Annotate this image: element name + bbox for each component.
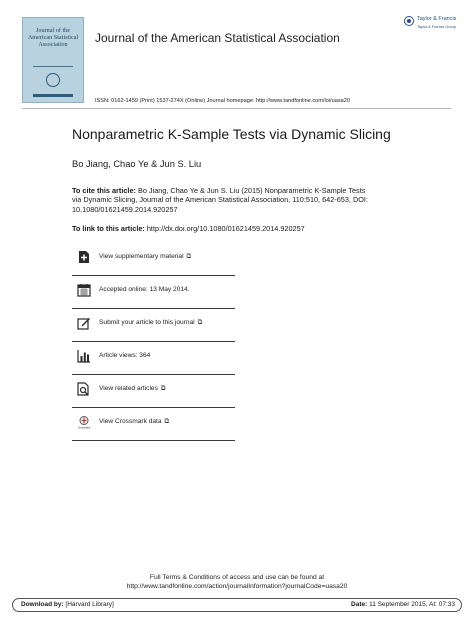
terms-link[interactable]: http://www.tandfonline.com/action/journalInformation?journalCode=uasa20 — [126, 582, 348, 590]
article-link-label: To link to this article: — [72, 224, 145, 233]
submit-article-link[interactable] — [72, 309, 235, 342]
article-authors: Bo Jiang, Chao Ye & Jun S. Liu — [72, 159, 202, 169]
action-label: Submit your article to this journal ⧉ — [99, 319, 203, 326]
view-crossmark-data-link[interactable] — [72, 408, 235, 441]
action-label: View Crossmark data ⧉ — [99, 418, 170, 425]
action-label: Accepted online: 13 May 2014. — [99, 286, 190, 293]
header-divider — [22, 108, 451, 109]
document-search-icon — [77, 382, 91, 396]
publisher-logo — [404, 14, 466, 34]
view-supplementary-material-link[interactable] — [72, 243, 235, 276]
cover-bar — [33, 94, 73, 97]
external-link-icon: ⧉ — [160, 385, 166, 392]
download-date-label: Date: — [351, 601, 368, 608]
journal-issn-homepage[interactable]: ISSN: 0162-1459 (Print) 1537-274X (Online) Journal homepage: http://www.tandfonline.com/loi/uasa20 — [95, 98, 350, 104]
journal-name[interactable]: Journal of the American Statistical Association — [95, 31, 340, 45]
calendar-icon — [77, 283, 91, 297]
crossmark-icon — [77, 415, 91, 429]
downloaded-by-value: [Harvard Library] — [65, 601, 114, 608]
action-label: Article views: 364 — [99, 352, 151, 359]
downloaded-by — [21, 601, 114, 608]
cover-divider — [33, 66, 73, 67]
article-link — [72, 224, 305, 233]
bar-chart-icon — [77, 349, 91, 363]
action-label: View supplementary material ⧉ — [99, 253, 192, 260]
action-label: View related articles ⧉ — [99, 385, 166, 392]
plus-icon — [77, 250, 91, 264]
download-date — [351, 601, 455, 608]
terms-notice — [0, 574, 474, 591]
downloaded-by-label: Download by: — [21, 601, 64, 608]
download-info-bar — [12, 598, 462, 612]
view-related-articles-link[interactable] — [72, 375, 235, 408]
article-doi-link[interactable]: http://dx.doi.org/10.1080/01621459.2014.920257 — [146, 224, 305, 233]
journal-cover-image — [22, 17, 84, 103]
citation-text: Bo Jiang, Chao Ye & Jun S. Liu (2015) Nonparametric K-Sample Tests via Dynamic Slicing, Journal of the American Statistical Association, 110:510, 642-653, DOI: 10.1080/01621459.2014.920257 — [72, 186, 368, 214]
publisher-name: Taylor & Francis — [417, 16, 457, 22]
external-link-icon: ⧉ — [164, 418, 170, 425]
publisher-logo-icon — [404, 16, 414, 26]
publisher-tagline: Taylor & Francis Group — [417, 25, 456, 29]
article-views — [72, 342, 235, 375]
cover-title: Journal of the American Statistical Association — [27, 27, 79, 48]
crossmark-icon-text: CrossMark — [77, 426, 91, 429]
edit-icon — [77, 316, 91, 330]
accepted-online-date — [72, 276, 235, 309]
article-actions — [72, 243, 235, 441]
citation — [72, 186, 372, 214]
external-link-icon: ⧉ — [197, 319, 203, 326]
external-link-icon: ⧉ — [186, 253, 192, 260]
article-title: Nonparametric K-Sample Tests via Dynamic Slicing — [72, 126, 391, 142]
cover-emblem-icon — [46, 73, 60, 87]
terms-text: Full Terms & Conditions of access and use can be found at — [149, 574, 325, 581]
citation-label: To cite this article: — [72, 186, 136, 195]
download-date-value: 11 September 2015, At: 07:33 — [369, 601, 455, 608]
